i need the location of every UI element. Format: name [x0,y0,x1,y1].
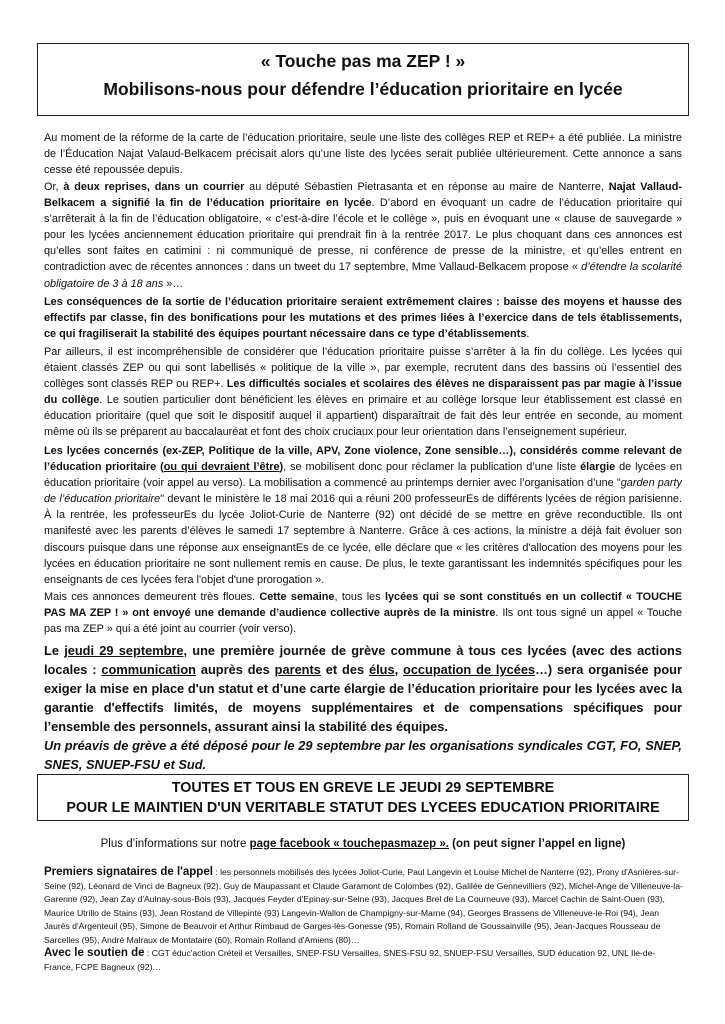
paragraph-courrier [44,179,682,292]
text-span: Or, [44,181,64,193]
title-box [37,43,689,116]
support-label: Avec le soutien de [44,947,145,959]
strike-banner [37,774,689,821]
text-span: : [212,867,221,877]
support-list: CGT éduc'action Créteil et Versailles, SNEP-FSU Versailles, SNES-FSU 92, SNUEP-FSU Versailles, SUD éducation 92, UNL Ile-de-France, FCPE Bagneux (92)… [44,948,656,972]
text-span: Mais ces annonces demeurent très floues. [44,591,260,603]
bold-span: ) [279,461,284,474]
underline-span: communication [101,662,196,677]
underline-span: élus [368,662,395,677]
signatories-block [44,866,684,974]
paragraph-lycees-concernes [44,443,682,588]
text-span: de lycées en éducation prioritaire (voir appel au verso). La mobilisation a commencé au printemps dernier avec l’organisation d’une " [44,461,682,490]
banner-line-2: POUR LE MAINTIEN D'UN VERITABLE STATUT DES LYCEES EDUCATION PRIORITAIRE [66,800,660,816]
underline-span: occupation de lycées [403,662,536,677]
paragraph-cette-semaine [44,589,682,637]
paragraph-consequences [44,294,682,342]
paragraph-greve [44,641,682,774]
text-span: , tous les [334,591,385,603]
paragraph-ailleurs [44,344,682,441]
text-span: , se mobilisent donc pour réclamer la publication d’une liste [283,461,581,474]
facebook-link[interactable]: page facebook « touchepasmazep ». [249,838,449,850]
text-span: …) sera organisée pour exiger la mise en place d'un statut et d’une carte élargie de l’éducation prioritaire pour les lycées avec la garantie d'effectifs limités, de moyens supplémentaires et de compensations spécifiques pour l’ensemble des personnels, assurant ainsi la stabilité des équipes. [44,662,682,734]
bold-span: lycées qui se sont constitués en un collectif « TOUCHE PAS MA ZEP ! » ont envoyé une demande d’audience collective auprès de la ministre [44,591,682,620]
bold-span: (on peut signer l’appel en ligne) [448,838,626,850]
underline-span: jeudi 29 septembre [64,643,184,658]
page-title: « Touche pas ma ZEP ! » [260,51,466,71]
text-span: Par ailleurs, il est incompréhensible de considérer que l’éducation prioritaire puisse s’arrêter à la fin du collège. Les lycées qui étaient classés ZEP ou qui sont labellisés « politique de la ville », par exemple, recrutent dans des bassins où l’essentiel des collèges sont classés REP ou REP+. [44,346,682,391]
text-span: . D’abord en évoquant un cadre de l’éducation prioritaire qui s’arrêterait à la fin de l’éducation obligatoire, « c’est-à-dire l’école et le collège », puis en évoquant une « clause de sauvegarde » pour les lycées anciennement éducation prioritaire qui prendrait fin à la rentrée 2017. Le plus choquant dans ces annonces est qu’elles sont faites en catimini : ni communiqué de presse, ni conférence de presse de la ministre, et qu’elles entrent en contradiction avec de récentes annonces : dans un tweet du 17 septembre, Mme Vallaud-Belkacem propose « [44,197,682,274]
bold-span: Najat Vallaud-Belkacem a signifié la fin de l’éducation prioritaire en lycée [44,181,682,210]
text-span: au député Sébastien Pietrasanta et en réponse au maire de Nanterre, [244,181,609,193]
text-span: , une première journée de grève commune à tous ces lycées (avec des actions locales : [44,643,682,677]
text-span: »… [163,277,184,290]
bold-span: Les lycées concernés (ex-ZEP, Politique de la ville, APV, Zone violence, Zone sensible…), considérés comme relevant de l’éducation prioritaire ( [44,445,682,474]
text-span: . Le soutien particulier dont bénéficient les élèves en primaire et au collège lorsque leur établissement est classé en éducation prioritaire (quel que soit le dispositif auquel il appartient) disparaîtrait de fait dès leur entrée en seconde, au moment même où ils se préparent au baccalauréat et font des choix cruciaux pour leur orientation dans l’enseignement supérieur. [44,394,683,439]
text-span: : [144,948,152,958]
signatories-label: Premiers signataires de l'appel [44,866,213,878]
text-span: Plus d’informations sur notre [100,838,250,850]
text-span: " devant le ministère le 18 mai 2016 qui a réuni 200 professeurEs de différents lycées de région parisienne. À la rentrée, les professeurEs du lycée Joliot-Curie de Nanterre (92) ont décidé de se mettre en grève reconductible. Ils ont manifesté avec les parents d’élèves le samedi 17 septembre à Nanterre. Grâce à ces actions, la ministre a déjà fait évoluer son discours puisque dans une réponse aux enseignantEs de ce lycée, elle déclare que « les critères d'allocation des moyens pour les lycées en éducation prioritaire ne sont nullement remis en cause. De plus, le texte garantissant les indemnités spécifiques pour les enseignants de ces lycées fera l'objet d'une prorogation ». [44,493,682,586]
bold-span: Cette semaine [259,591,335,603]
italic-span: garden party de l’éducation prioritaire [44,477,682,506]
bold-span: Les difficultés sociales et scolaires des élèves ne disparaissent pas par magie à l’issue du collège [44,378,682,407]
italic-span: d’étendre la scolarité obligatoire de 3 à 18 ans [44,261,682,290]
paragraph-intro: Au moment de la réforme de la carte de l’éducation prioritaire, seule une liste des collèges REP et REP+ a été publiée. La ministre de l’Éducation Najat Valaud-Belkacem précisait alors qu’une liste des lycées serait publiée ultérieurement. Cette annonce a sans cesse été repoussée depuis. [44,132,682,177]
text-span: et des [320,662,369,677]
text-span: auprès des [196,662,275,677]
bold-underline-span: ou qui devraient l’être [163,461,280,474]
italic-span: Un préavis de grève a été déposé pour le 29 septembre par les organisations syndicales CGT, FO, SNEP, SNES, SNUEP-FSU et Sud. [44,738,682,772]
text-span: . [526,328,530,341]
page-subtitle: Mobilisons-nous pour défendre l’éducation prioritaire en lycée [103,79,623,99]
info-line [37,838,689,850]
bold-span: élargie [580,461,616,474]
banner-line-1: TOUTES ET TOUS EN GREVE LE JEUDI 29 SEPTEMBRE [171,780,555,796]
bold-span: à deux reprises, dans un courrier [63,181,245,193]
text-span: , [394,662,403,677]
underline-span: parents [274,662,321,677]
text-span: . Ils ont tous signé un appel « Touche pas ma ZEP » qui a été joint au courrier (voir verso). [44,607,683,636]
text-span: Le [44,643,65,658]
bold-span: Les conséquences de la sortie de l’éducation prioritaire seraient extrêmement claires : baisse des moyens et hausse des effectifs par classe, fin des bonifications pour les mutations et des primes liées à l’exercice dans de tels établissements, ce qui fragiliserait la stabilité des équipes pourtant nécessaire dans ce type d’établissements [44,296,682,341]
signatories-list: les personnels mobilisés des lycées Joliot-Curie, Paul Langevin et Louise Michel de Nanterre (92), Prony d'Asnières-sur-Seine (92), Léonard de Vinci de Bagneux (92), Guy de Maupassant et Claude Garamont de Colombes (92), Galilée de Gennevilliers (92), Michel-Ange de Villeneuve-la-Garenne (92), Jean Zay d'Aulnay-sous-Bois (93), Jacques Feyder d'Epinay-sur-Seine (93), Jacques Brel de La Courneuve (93), Marcel Cachin de Saint-Ouen (93), Maurice Utrillo de Stains (93), Jean Rostand de Villepinte (93) Langevin-Wallon de Champigny-sur-Marne (94), Georges Brassens de Villeneuve-le-Roi (94), Jean Jaurès d'Argenteuil (95), Simone de Beauvoir et Arthur Rimbaud de Garges-lès-Gonesse (95), Romain Rolland de Goussainville (95), Jean-Jacques Rousseau de Sarcelles (95), André Malraux de Montataire (60), Romain Rolland d'Amiens (80)… [44,867,683,945]
